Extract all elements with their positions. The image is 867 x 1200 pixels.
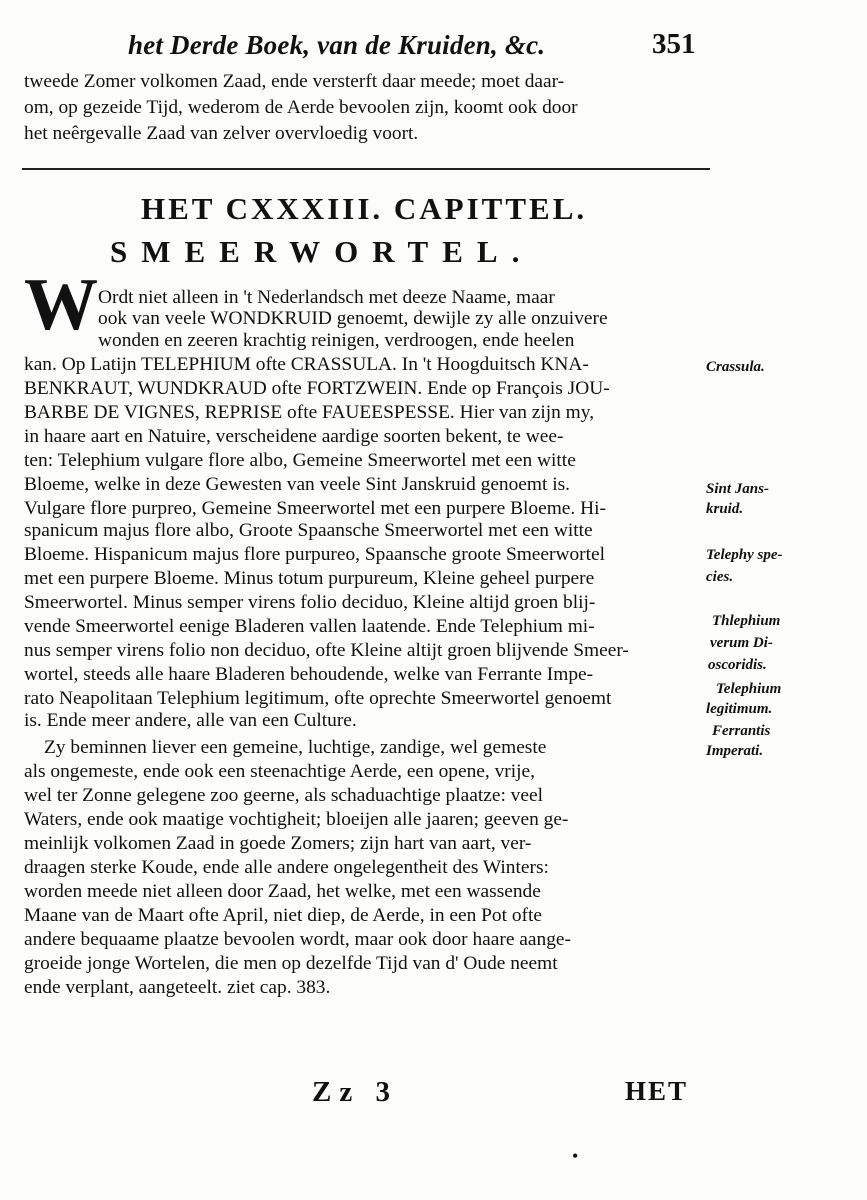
text-line: andere bequaame plaatze bevoolen wordt, maar ook door haare aange- (24, 929, 571, 950)
text-line: als ongemeste, ende ook een steenachtige Aerde, een opene, vrije, (24, 761, 535, 782)
text-line: Smeerwortel. Minus semper virens folio deciduo, Kleine altijd groen blij- (24, 592, 596, 613)
running-head: het Derde Boek, van de Kruiden, &c. (128, 30, 546, 60)
text-line: ten: Telephium vulgare flore albo, Gemeine Smeerwortel met een witte (24, 450, 576, 471)
text-line: kan. Op Latijn TELEPHIUM ofte CRASSULA. In 't Hoogduitsch KNA- (24, 354, 589, 375)
text-line: wonden en zeeren krachtig reinigen, verdroogen, ende heelen (98, 330, 575, 351)
text-line: in haare aart en Natuire, verscheidene aardige soorten bekent, te wee- (24, 426, 564, 447)
text-line: worden meede niet alleen door Zaad, het welke, met een wassende (24, 881, 541, 902)
text-line: Ordt niet alleen in 't Nederlandsch met deeze Naame, maar (98, 287, 555, 308)
margin-note: kruid. (706, 501, 744, 517)
text-line: met een purpere Bloeme. Minus totum purpureum, Kleine geheel purpere (24, 568, 595, 589)
text-line: Bloeme. Hispanicum majus flore purpureo, Spaansche groote Smeerwortel (24, 544, 606, 565)
text-line: draagen sterke Koude, ende alle andere ongelegentheit des Winters: (24, 857, 549, 878)
text-line: Bloeme, welke in deze Gewesten van veele Sint Janskruid genoemt is. (24, 474, 571, 495)
text-line: vende Smeerwortel eenige Bladeren vallen laatende. Ende Telephium mi- (24, 616, 595, 637)
text-line: meinlijk volkomen Zaad in goede Zomers; zijn hart van aart, ver- (24, 833, 532, 854)
text-line: BENKRAUT, WUNDKRAUD ofte FORTZWEIN. Ende op François JOU- (24, 378, 610, 399)
text-line: wortel, steeds alle haare Bladeren behoudende, welke van Ferrante Impe- (24, 664, 594, 685)
margin-note: Thlephium (712, 613, 781, 629)
margin-note: Telephy spe- (706, 547, 783, 563)
text-line: nus semper virens folio non deciduo, ofte Kleine altijt groen blijvende Smeer- (24, 640, 629, 661)
text-line: Maane van de Maart ofte April, niet diep, de Aerde, in een Pot ofte (24, 905, 542, 926)
margin-note: legitimum. (706, 701, 773, 717)
text-line: is. Ende meer andere, alle van een Culture. (24, 710, 357, 731)
text-line: tweede Zomer volkomen Zaad, ende versterft daar meede; moet daar- (24, 71, 565, 92)
margin-note: Crassula. (706, 359, 765, 375)
text-line: om, op gezeide Tijd, wederom de Aerde bevoolen zijn, koomt ook door (24, 97, 578, 118)
drop-cap: W (24, 264, 98, 346)
text-line: Vulgare flore purpreo, Gemeine Smeerwortel met een purpere Bloeme. Hi- (24, 498, 606, 519)
text-line: ende verplant, aangeteelt. ziet cap. 383. (24, 977, 331, 998)
margin-note: Sint Jans- (706, 481, 769, 497)
text-line: rato Neapolitaan Telephium legitimum, ofte oprechte Smeerwortel genoemt (24, 688, 612, 709)
page-number: 351 (652, 28, 696, 60)
ink-speck: • (572, 1146, 579, 1166)
text-line: Waters, ende ook maatige vochtigheit; bloeijen alle jaaren; geeven ge- (24, 809, 569, 830)
text-line: wel ter Zonne gelegene zoo geerne, als schaduachtige plaatze: veel (24, 785, 543, 806)
text-line: Zy beminnen liever een gemeine, luchtige, zandige, wel gemeste (44, 737, 547, 758)
margin-note: Telephium (716, 681, 782, 697)
text-line: ook van veele WONDKRUID genoemt, dewijle zy alle onzuivere (98, 308, 608, 329)
margin-note: cies. (706, 569, 734, 585)
signature-mark: Zz 3 (312, 1076, 398, 1108)
margin-note: Imperati. (706, 743, 764, 759)
text-line: BARBE DE VIGNES, REPRISE ofte FAUEESPESSE. Hier van zijn my, (24, 402, 595, 423)
text-line: spanicum majus flore albo, Groote Spaansche Smeerwortel met een witte (24, 520, 593, 541)
subject-title: SMEERWORTEL. (110, 234, 534, 269)
catchword: HET (625, 1076, 689, 1106)
section-divider (22, 168, 710, 170)
margin-note: Ferrantis (712, 723, 771, 739)
margin-note: verum Di- (710, 635, 773, 651)
text-line: groeide jonge Wortelen, die men op dezelfde Tijd van d' Oude neemt (24, 953, 558, 974)
text-line: het neêrgevalle Zaad van zelver overvloedig voort. (24, 123, 419, 144)
chapter-title: HET CXXXIII. CAPITTEL. (141, 191, 588, 226)
margin-note: oscoridis. (708, 657, 767, 673)
